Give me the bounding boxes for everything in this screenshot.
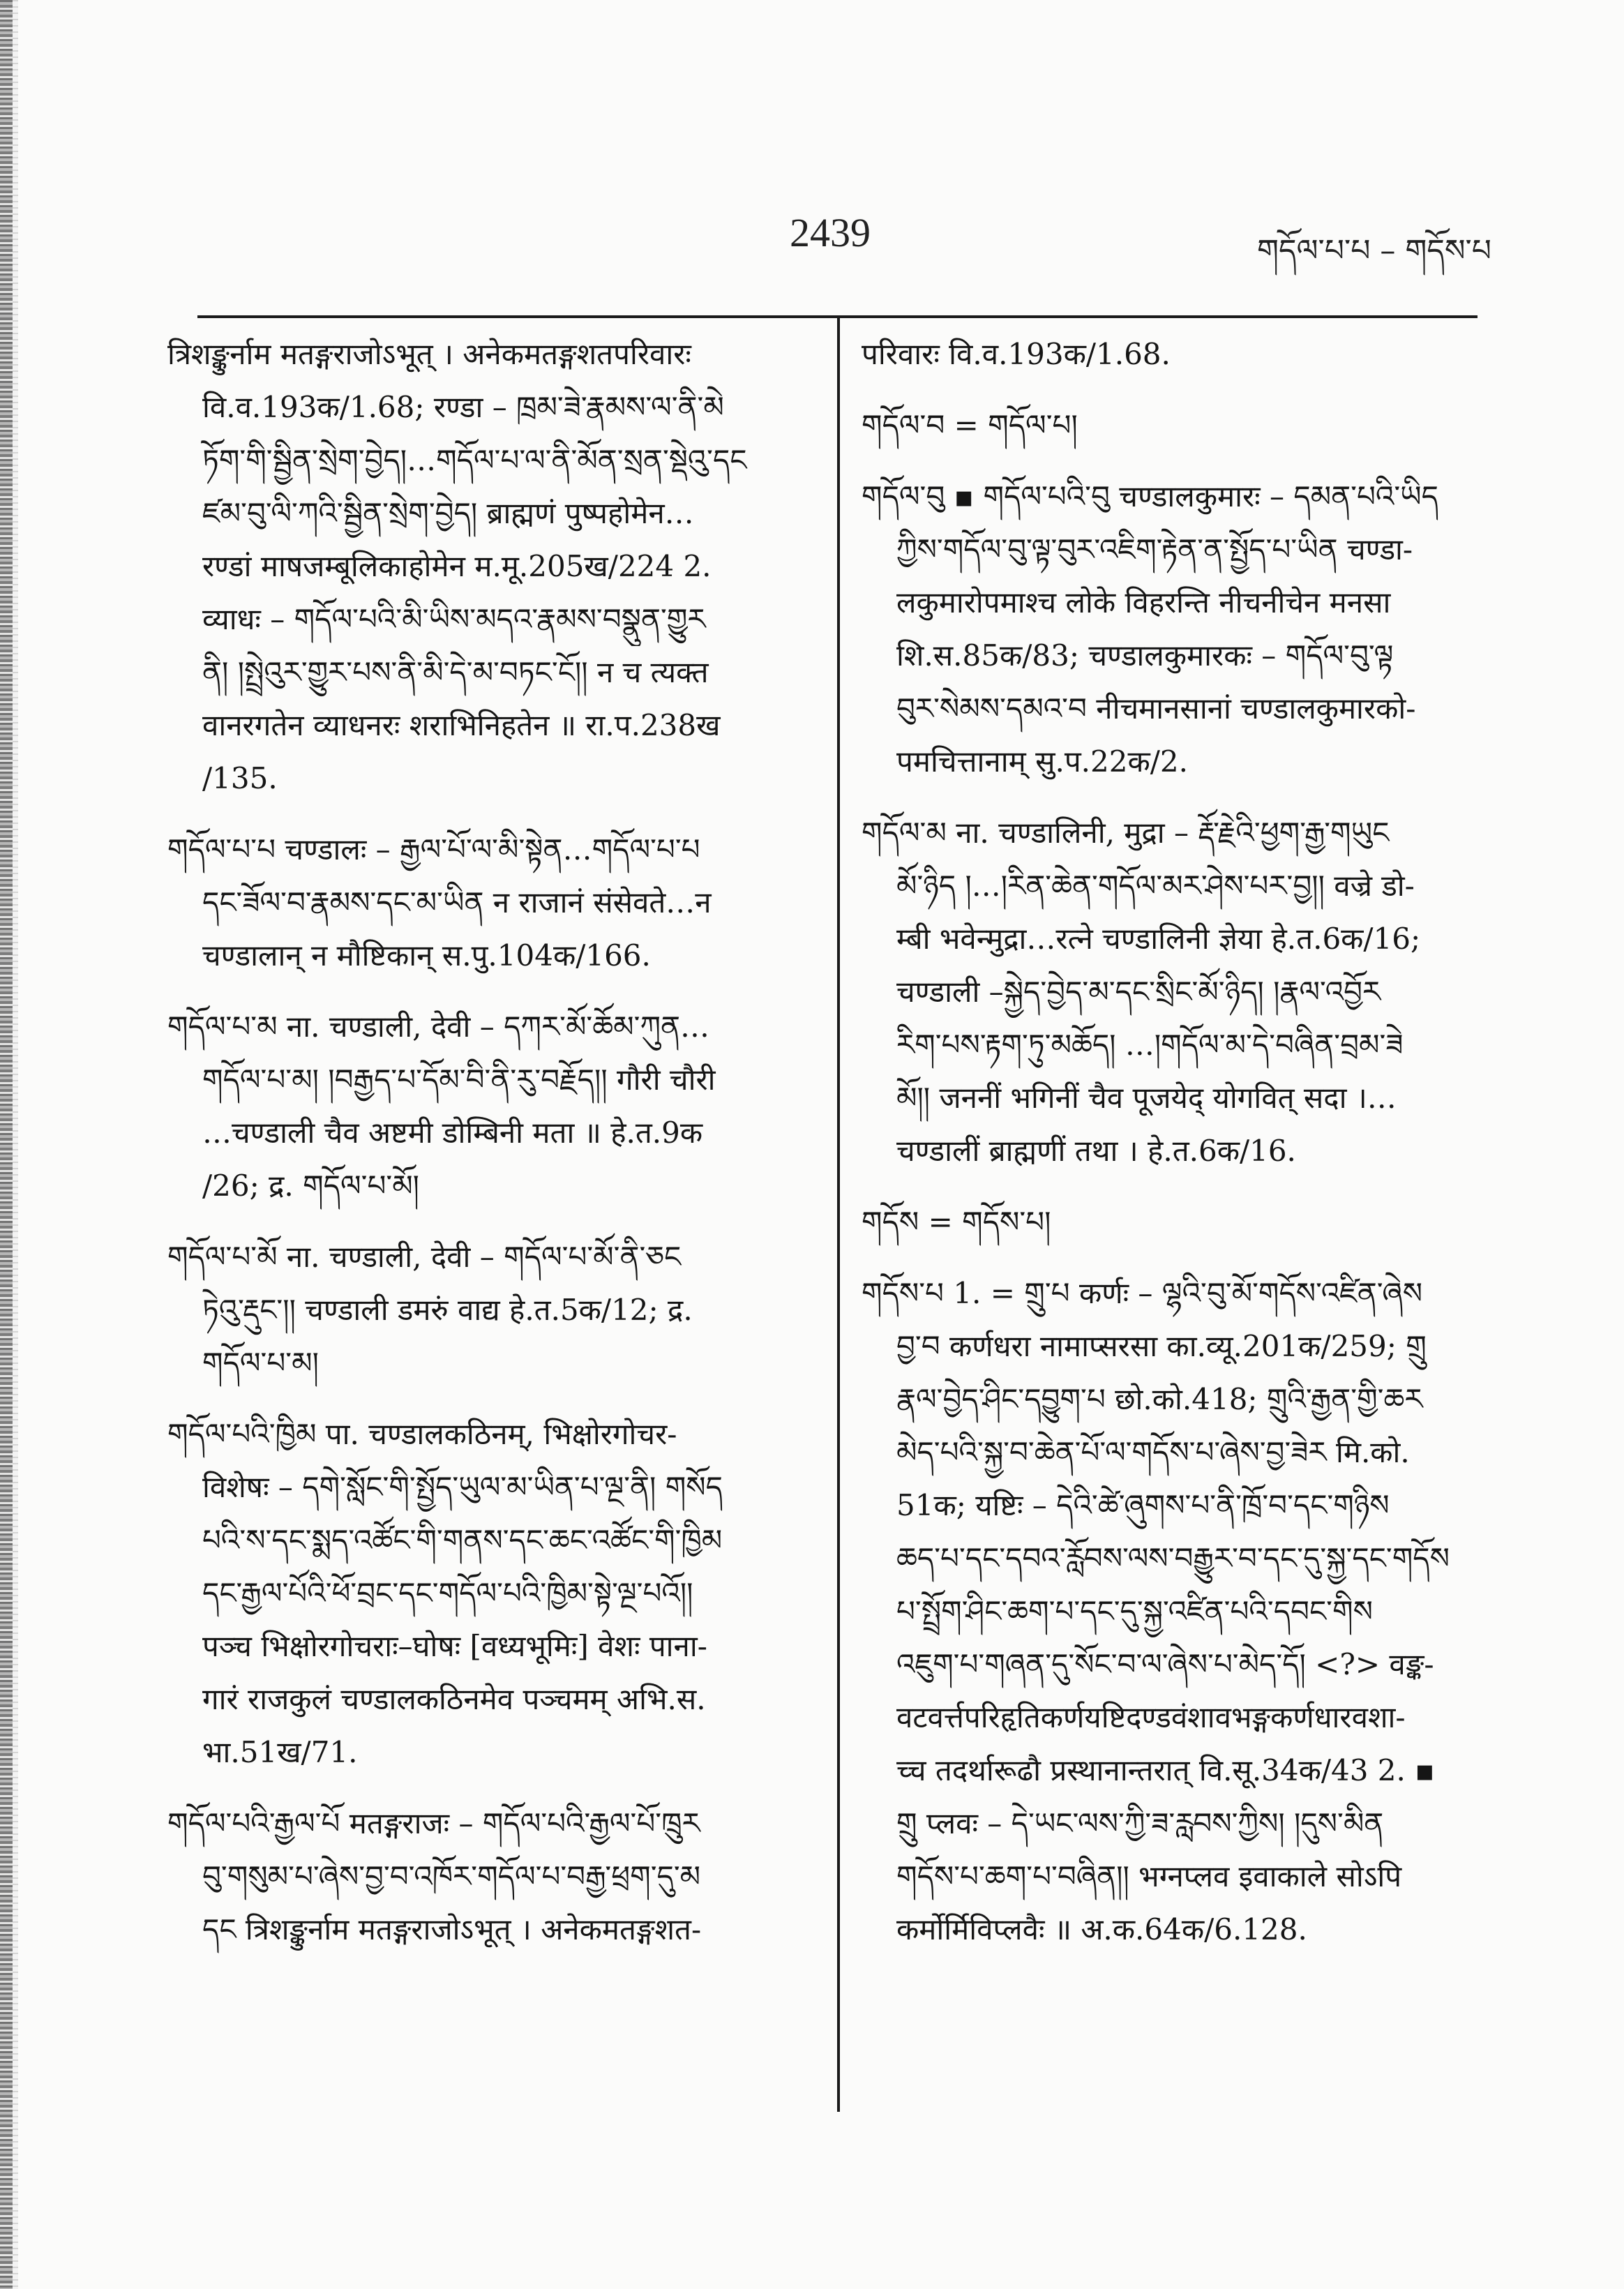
right-entry xyxy=(862,1196,1489,1249)
left-entry-line: गारं राजकुलं चण्डालकठिनमेव पञ्चमम् अभि.स. xyxy=(202,1682,706,1716)
right-entry-headline: परिवारः वि.व.193क/1.68. xyxy=(862,337,1171,371)
left-entry-line: पञ्च भिक्षोरगोचराः–घोषः [वध्यभूमिः] वेशः पाना- xyxy=(202,1629,707,1663)
right-entry-line: लकुमारोपमाश्च लोके विहरन्ति नीचनीचेन मनसा xyxy=(896,585,1391,620)
right-entry-line: མོ།། जननीं भगिनीं चैव पूजयेद् योगवित् सदा ।… xyxy=(896,1081,1397,1115)
right-entry-line: གྲུ प्लवः – དེ་ཡང་ལས་ཀྱི་ཟ་རླབས་ཀྱིས། །དུས་མིན xyxy=(896,1806,1384,1840)
right-entry-line: གདོས་པ་ཆག་པ་བཞིན།། भग्नप्लव इवाकाले सोऽपि xyxy=(896,1859,1402,1893)
left-entry-line: དང་ཟོལ་བ་རྣམས་དང་མ་ཡིན न राजानं संसेवते…न xyxy=(202,885,712,920)
right-entry-line: कर्मोर्मिविप्लवैः ॥ अ.क.64क/6.128. xyxy=(896,1912,1307,1946)
left-entry-line: वि.व.193क/1.68; रण्डा – ཁྲམ་ཟེ་རྣམས་ལ་ནི་མེ xyxy=(202,390,724,424)
right-entry-headline: གདོལ་མ ना. चण्डालिनी, मुद्रा – རྡོ་རྗེའི་ཕྱག་རྒྱ་གཡུང xyxy=(862,816,1390,850)
left-entry xyxy=(167,1408,816,1779)
left-entry-line: चण्डालान् न मौष्टिकान् स.पु.104क/166. xyxy=(202,938,651,973)
right-column xyxy=(862,328,1489,2226)
right-entry-line: བྱ་བ कर्णधरा नामाप्सरसा का.व्यू.201क/259; གྲུ xyxy=(896,1329,1427,1363)
scan-binding-edge xyxy=(0,0,13,2289)
left-entry xyxy=(167,1797,816,1956)
left-entry-line: भा.51ख/71. xyxy=(202,1735,358,1769)
right-entry-line: म्बी भवेन्मुद्रा…रत्ने चण्डालिनी ज्ञेया हे.त.6क/16; xyxy=(896,922,1421,956)
right-entry-headline: གདོལ་བ = གདོལ་པ། xyxy=(862,408,1078,442)
left-entry-line: བུ་གསུམ་པ་ཞེས་བྱ་བ་འཁོར་གདོལ་པ་བརྒྱ་ཕྲག་དུ་མ xyxy=(202,1859,701,1893)
right-entry xyxy=(862,399,1489,452)
left-entry-line: ཏེའུ་རྡུང་།། चण्डाली डमरुं वाद्य हे.त.5क/12; द्र. xyxy=(202,1293,693,1327)
right-entry-line: पमचित्तानाम् सु.प.22क/2. xyxy=(896,744,1188,779)
right-entry-line: 51क; यष्टिः – དེའི་ཚེ་ཞུགས་པ་ནི་ཁྲོ་བ་དང་གཉིས xyxy=(896,1488,1390,1522)
left-entry-line: वानरगतेन व्याधनरः शराभिनिहतेन ॥ रा.प.238ख xyxy=(202,708,721,742)
left-entry-line: …चण्डाली चैव अष्टमी डोम्बिनी मता ॥ हे.त.9क xyxy=(202,1116,703,1150)
left-entry-line: /135. xyxy=(202,761,278,795)
left-entry-line: व्याधः – གདོལ་པའི་མི་ཡིས་མདའ་རྣམས་བསྣུན་གྱུར xyxy=(202,602,706,636)
right-entry-line: चण्डालीं ब्राह्मणीं तथा । हे.त.6क/16. xyxy=(896,1134,1296,1168)
right-entry-line: མོ་ཉིད །…།རིན་ཆེན་གདོལ་མར་ཤེས་པར་བྱ།། वज्रे डो- xyxy=(896,869,1415,903)
left-entry-line: ནི། །སྤྲེའུར་གྱུར་པས་ནི་མི་དེ་མ་བཏང་ངོ།། न च त्यक्त xyxy=(202,655,709,689)
right-entry xyxy=(862,806,1489,1178)
right-entry-line: शि.स.85क/83; चण्डालकुमारकः – གདོལ་བུ་ལྟ xyxy=(896,638,1394,673)
column-divider xyxy=(837,315,840,2112)
left-entry-headline: གདོལ་པ་མ ना. चण्डाली, देवी – དཀར་མོ་ཆོམ་ཀུན… xyxy=(167,1010,710,1044)
left-entry-line: དང་རྒྱལ་པོའི་ཕོ་བྲང་དང་གདོལ་པའི་ཁྱིམ་སྟེ་ལྔ་པའོ།། xyxy=(202,1576,693,1610)
right-entry xyxy=(862,328,1489,381)
left-entry-line: གདོལ་པ་མ། །བརྒྱད་པ་དོམ་བི་ནི་རུ་བརྗོད།། गौरी चौरी xyxy=(202,1063,716,1097)
page-number: 2439 xyxy=(790,210,871,255)
left-entry-headline: त्रिशङ्कुर्नाम मतङ्गराजोऽभूत् । अनेकमतङ्गशतपरिवारः xyxy=(167,337,691,371)
right-entry-line: བུར་སེམས་དམའ་བ नीचमानसानां चण्डालकुमारको- xyxy=(896,691,1416,726)
left-entry xyxy=(167,823,816,982)
left-entry xyxy=(167,1000,816,1213)
right-entry-headline: གདོལ་བུ ▪ གདོལ་པའི་བུ चण्डालकुमारः – དམན་པའི་ཡིད xyxy=(862,479,1438,513)
left-entry-headline: གདོལ་པའི་རྒྱལ་པོ मतङ्गराजः – གདོལ་པའི་རྒྱལ་པོ་ཁྲུར xyxy=(167,1806,700,1840)
left-entry-line: པའི་ས་དང་སྨད་འཚོང་གི་གནས་དང་ཆང་འཚོང་གི་ཁྱིམ xyxy=(202,1523,723,1557)
right-entry-line: འཇུག་པ་གཞན་དུ་སོང་བ་ལ་ཞེས་པ་མེད་དོ། <?> वङ्क- xyxy=(896,1647,1434,1681)
scan-binding-shadow xyxy=(13,0,18,2289)
left-entry xyxy=(167,328,816,805)
left-entry-line: ཛམ་བུ་ལི་ཀའི་སྦྱིན་སྲེག་བྱེད། ब्राह्मणं पुष्पहोमेन… xyxy=(202,496,694,530)
right-entry-line: चण्डाली –སྐྱེད་བྱེད་མ་དང་སྲིང་མོ་ཉིད། །རྣལ་འབྱོར xyxy=(896,975,1381,1009)
left-entry-line: དང त्रिशङ्कुर्नाम मतङ्गराजोऽभूत् । अनेकमतङ्गशत- xyxy=(202,1912,702,1946)
right-entry-line: མེད་པའི་སྐྱ་བ་ཆེན་པོ་ལ་གདོས་པ་ཞེས་བྱ་ཟེར मि.को. xyxy=(896,1435,1410,1469)
left-entry xyxy=(167,1231,816,1390)
right-entry-line: པ་སྤྲོག་ཤིང་ཆག་པ་དང་དུ་སྐྱ་འཛིན་པའི་དབང་གིས xyxy=(896,1594,1373,1628)
left-entry-line: ཏོག་གི་སྦྱིན་སྲེག་བྱེད།…གདོལ་པ་ལ་ནི་མོན་སྲན་སྡེའུ་དང xyxy=(202,443,747,477)
right-entry-line: ཆད་པ་དང་དབའ་རློབས་ལས་བརྒྱུར་བ་དང་དུ་སྐྱ་དང་གདོས xyxy=(896,1541,1450,1575)
left-entry-line: विशेषः – དགེ་སློང་གི་སྤྱོད་ཡུལ་མ་ཡིན་པ་ལྔ་ནི། གསོད xyxy=(202,1470,723,1504)
right-entry-line: རིག་པས་རྟག་ཏུ་མཆོད། …།གདོལ་མ་དེ་བཞིན་བྲམ་ཟེ xyxy=(896,1028,1404,1062)
right-entry-line: वटवर्त्तपरिहृतिकर्णयष्टिदण्डवंशावभङ्गकर्णधारवशा- xyxy=(896,1700,1406,1734)
left-entry-headline: གདོལ་པའི་ཁྱིམ पा. चण्डालकठिनम्, भिक्षोरगोचर- xyxy=(167,1417,677,1451)
left-entry-line: གདོལ་པ་མ། xyxy=(202,1346,319,1380)
left-entry-headline: གདོལ་པ་མོ ना. चण्डाली, देवी – གདོལ་པ་མོ་ནི་ཅང xyxy=(167,1240,682,1274)
right-entry-headline: གདོས = གདོས་པ། xyxy=(862,1205,1051,1239)
right-entry xyxy=(862,1267,1489,1956)
right-entry-line: རྣལ་བྱེད་ཤིང་དབྱུག་པ छो.को.418; གྲུའི་རྒྱན་གྱི་ཆར xyxy=(896,1382,1423,1416)
left-entry-line: रण्डां माषजम्बूलिकाहोमेन म.मू.205ख/224 2. xyxy=(202,549,712,583)
right-entry-headline: གདོས་པ 1. = གྲུ་པ कर्णः – ལྷའི་བུ་མོ་གདོས་འཛིན་ཞེས xyxy=(862,1276,1423,1310)
left-column xyxy=(167,328,816,2226)
left-entry-line: /26; द्र. གདོལ་པ་མོ། xyxy=(202,1169,420,1203)
right-entry-line: च्च तदर्थारूढौ प्रस्थानान्तरात् वि.सू.34क/43 2. ▪ xyxy=(896,1753,1435,1787)
right-entry xyxy=(862,470,1489,788)
right-entry-line: ཀྱིས་གདོལ་བུ་ལྟ་བུར་འཇིག་རྟེན་ན་སྤྱོད་པ་ཡིན चण्डा- xyxy=(896,532,1413,566)
running-head: གདོལ་པ་པ – གདོས་པ xyxy=(1257,233,1491,269)
left-entry-headline: གདོལ་པ་པ चण्डालः – རྒྱལ་པོ་ལ་མི་སྟེན…གདོལ་པ་པ xyxy=(167,832,700,866)
